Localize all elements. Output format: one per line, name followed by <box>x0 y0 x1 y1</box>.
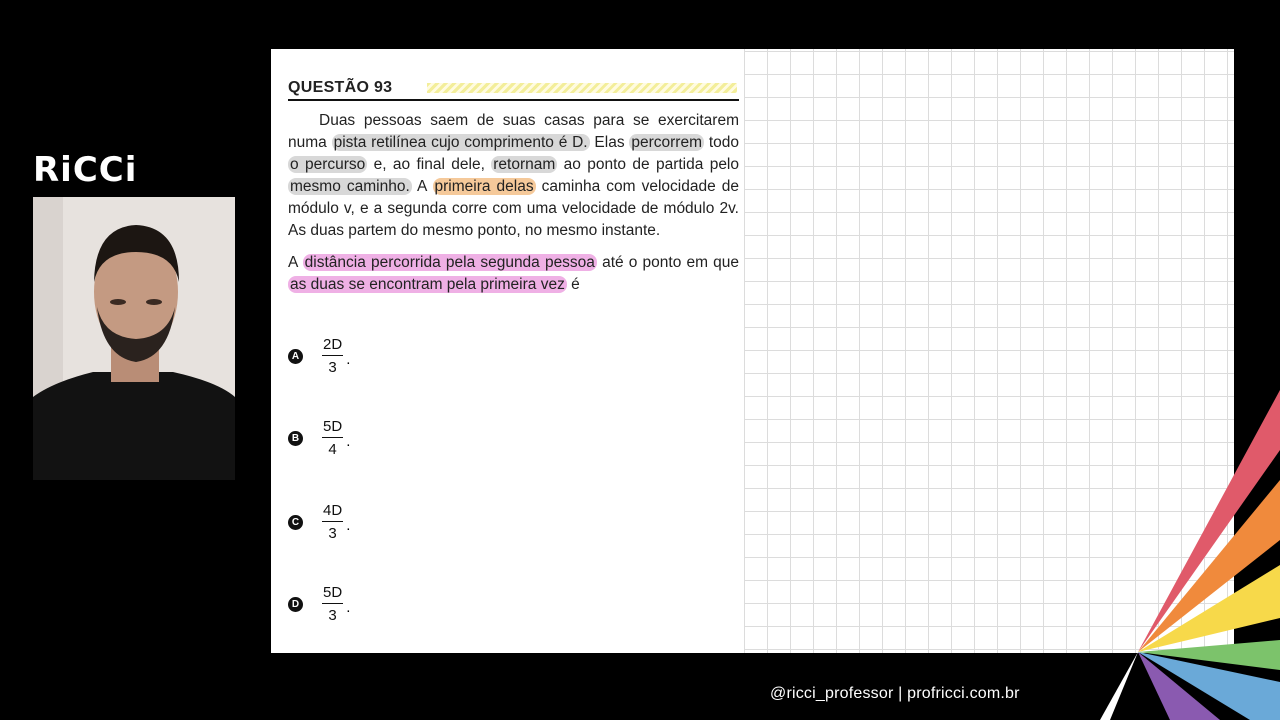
statement-text: A <box>288 254 303 271</box>
option-d-fraction <box>322 584 343 624</box>
option-a-badge: A <box>288 349 303 364</box>
highlighted-phrase: percorrem <box>631 134 703 151</box>
statement-text: é <box>566 276 580 293</box>
statement-text: A <box>411 178 433 195</box>
question-title <box>288 79 739 101</box>
statement-text: todo <box>704 134 739 151</box>
option-c-numerator: 4D <box>322 502 343 522</box>
brand-logo: RiCCi <box>33 150 138 190</box>
highlighted-phrase: pista retilínea cujo comprimento é D. <box>333 134 588 151</box>
option-d[interactable] <box>288 584 350 624</box>
webcam-feed <box>33 197 235 480</box>
statement-text: e, ao final dele, <box>367 156 492 173</box>
question-board <box>271 49 1234 653</box>
option-b-fraction <box>322 418 343 458</box>
option-d-numerator: 5D <box>322 584 343 604</box>
option-d-denominator: 3 <box>328 607 337 624</box>
option-c[interactable] <box>288 502 350 542</box>
question-prompt <box>288 252 739 296</box>
option-c-period: . <box>346 516 351 534</box>
highlighted-phrase: primeira delas <box>434 178 534 195</box>
question-panel <box>288 49 739 296</box>
option-c-denominator: 3 <box>328 525 337 542</box>
presenter-video <box>33 197 235 480</box>
option-c-badge: C <box>288 515 303 530</box>
highlighted-phrase: retornam <box>493 156 556 173</box>
option-a-denominator: 3 <box>328 359 337 376</box>
rainbow-burst-decoration <box>1100 390 1280 720</box>
statement-text: Duas pessoas saem de suas casas para se exercitarem numa <box>288 112 739 151</box>
option-b-denominator: 4 <box>328 441 337 458</box>
deco-ray-white <box>1100 652 1138 720</box>
title-highlight-stripe <box>427 83 737 93</box>
option-b-period: . <box>346 432 351 450</box>
statement-text: Elas <box>589 134 630 151</box>
option-b[interactable] <box>288 418 350 458</box>
statement-text: caminha com velocidade de módulo v, e a segunda corre com uma velocidade de módulo 2v. As duas partem do mesmo ponto, no mesmo instante. <box>288 178 739 239</box>
option-d-period: . <box>346 598 351 616</box>
option-d-badge: D <box>288 597 303 612</box>
highlighted-phrase: as duas se encontram pela primeira vez <box>290 276 565 293</box>
highlighted-phrase: mesmo caminho. <box>290 178 410 195</box>
option-b-numerator: 5D <box>322 418 343 438</box>
option-b-badge: B <box>288 431 303 446</box>
question-title-text: QUESTÃO 93 <box>288 79 393 96</box>
option-a[interactable] <box>288 336 350 376</box>
statement-text: ao ponto de partida pelo <box>557 156 740 173</box>
footer-social: @ricci_professor | profricci.com.br <box>770 685 1020 702</box>
option-a-period: . <box>346 350 351 368</box>
highlighted-phrase: distância percorrida pela segunda pessoa <box>304 254 595 271</box>
option-c-fraction <box>322 502 343 542</box>
option-a-numerator: 2D <box>322 336 343 356</box>
statement-text: até o ponto em que <box>596 254 739 271</box>
question-statement <box>288 110 739 242</box>
highlighted-phrase: o percurso <box>290 156 366 173</box>
option-a-fraction <box>322 336 343 376</box>
